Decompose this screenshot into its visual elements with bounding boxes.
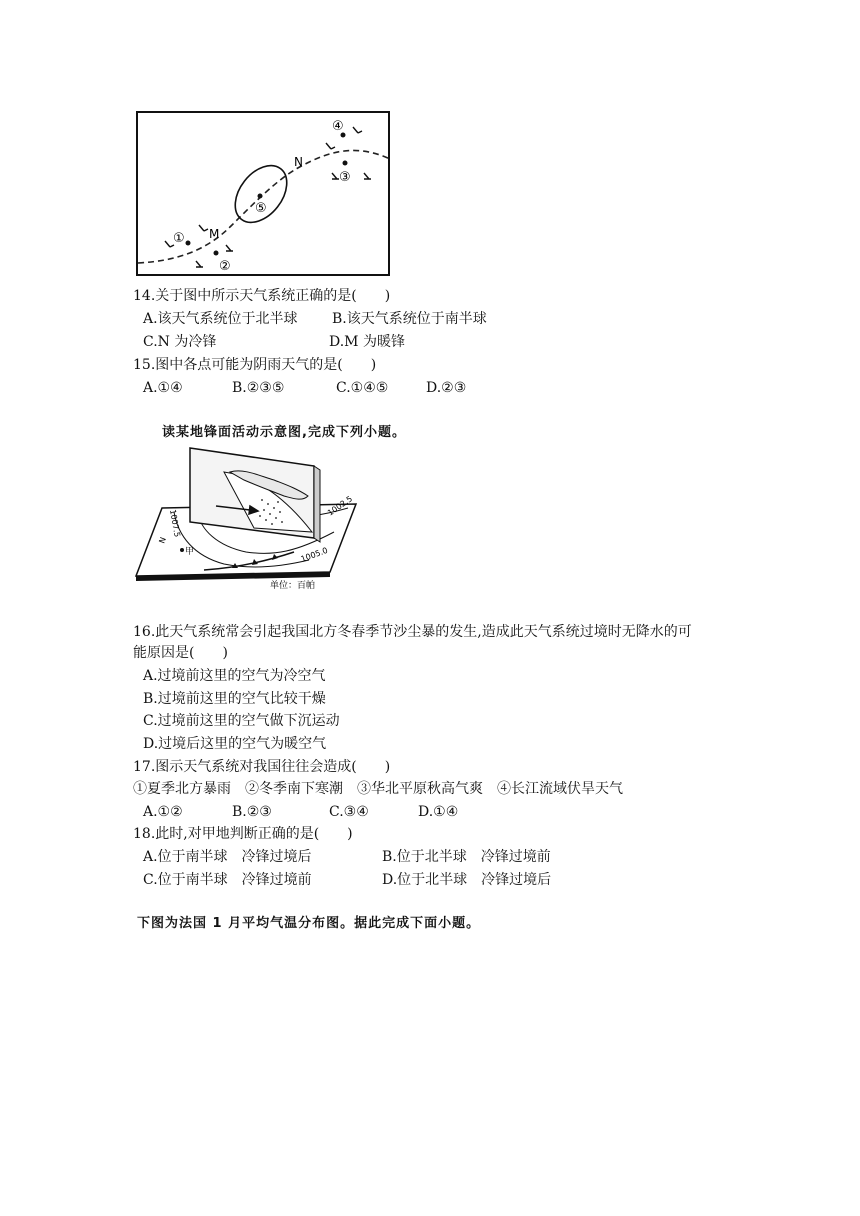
section-side — [314, 466, 320, 542]
q17-items: ①夏季北方暴雨 ②冬季南下寒潮 ③华北平原秋高气爽 ④长江流域伏旱天气 — [133, 781, 623, 797]
q14-option-b: B.该天气系统位于南半球 — [332, 311, 487, 327]
q17-stem: 17.图示天气系统对我国往往会造成( ) — [133, 759, 391, 775]
label-point-2: ② — [219, 259, 231, 274]
q16-option-d: D.过境后这里的空气为暖空气 — [143, 736, 327, 752]
label-M: M — [209, 227, 220, 241]
q14-option-a: A.该天气系统位于北半球 — [143, 311, 298, 327]
unit-label: 单位：百帕 — [270, 581, 316, 591]
label-1005-0: 1005.0 — [299, 545, 329, 564]
q14-option-d: D.M 为暖锋 — [329, 334, 405, 350]
label-N-arrow: N — [157, 535, 168, 545]
q17-option-d: D.①④ — [418, 804, 459, 820]
point-1 — [186, 241, 191, 246]
q15-stem: 15.图中各点可能为阴雨天气的是( ) — [133, 357, 377, 373]
label-point-3: ③ — [339, 170, 351, 185]
label-1007-5: 1007.5 — [168, 508, 182, 538]
q16-stem-line2: 能原因是( ) — [133, 645, 228, 661]
point-2 — [214, 251, 219, 256]
point-3 — [343, 161, 348, 166]
section-intro-france: 下图为法国 1 月平均气温分布图。据此完成下面小题。 — [137, 916, 481, 931]
q18-stem: 18.此时,对甲地判断正确的是( ) — [133, 826, 353, 842]
label-N: N — [294, 155, 303, 169]
q15-option-b: B.②③⑤ — [232, 380, 285, 396]
point-5 — [258, 194, 263, 199]
weather-system-figure — [136, 111, 392, 277]
q18-option-d: D.位于北半球 冷锋过境后 — [382, 872, 552, 888]
q15-option-a: A.①④ — [143, 380, 183, 396]
q15-option-d: D.②③ — [426, 380, 467, 396]
q18-option-b: B.位于北半球 冷锋过境前 — [382, 849, 551, 865]
label-point-5: ⑤ — [255, 201, 267, 216]
q16-stem-line1: 16.此天气系统常会引起我国北方冬春季节沙尘暴的发生,造成此天气系统过境时无降水的可 — [133, 624, 692, 640]
label-jia: 甲 — [185, 547, 195, 557]
q15-option-c: C.①④⑤ — [336, 380, 389, 396]
q17-option-a: A.①② — [143, 804, 183, 820]
q14-stem: 14.关于图中所示天气系统正确的是( ) — [133, 288, 391, 304]
label-point-4: ④ — [332, 119, 344, 134]
figure-frame — [137, 112, 389, 275]
q14-option-c: C.N 为冷锋 — [143, 334, 217, 350]
q16-option-a: A.过境前这里的空气为冷空气 — [143, 668, 326, 684]
wind-symbols — [165, 127, 371, 267]
label-1002-5: 1002.5 — [325, 494, 355, 518]
q16-option-b: B.过境前这里的空气比较干燥 — [143, 691, 326, 707]
q18-option-c: C.位于南半球 冷锋过境前 — [143, 872, 312, 888]
q16-option-c: C.过境前这里的空气做下沉运动 — [143, 713, 340, 729]
front-activity-figure — [134, 446, 366, 592]
label-point-1: ① — [173, 231, 185, 246]
q17-option-b: B.②③ — [232, 804, 272, 820]
q18-option-a: A.位于南半球 冷锋过境后 — [143, 849, 312, 865]
point-jia — [180, 548, 184, 552]
q17-option-c: C.③④ — [329, 804, 369, 820]
section-intro-front: 读某地锋面活动示意图,完成下列小题。 — [162, 425, 406, 440]
